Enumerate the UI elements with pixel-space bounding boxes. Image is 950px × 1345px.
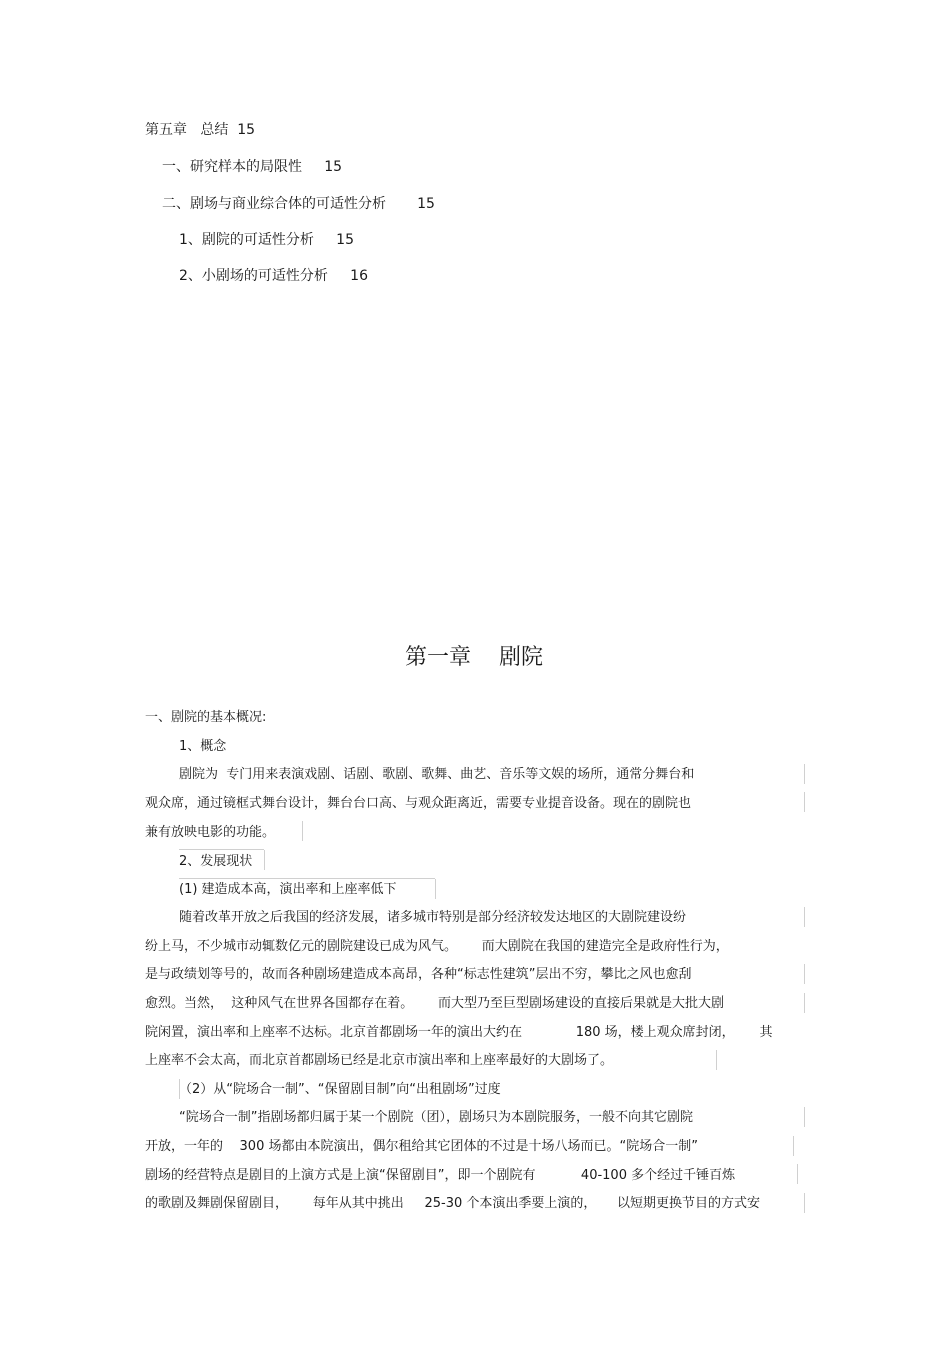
- chapter-title: 第一章 剧院: [405, 645, 543, 670]
- paragraph-line: 纷上马，不少城市动辄数亿元的剧院建设已成为风气。 而大剧院在我国的建造完全是政府性行为，: [145, 939, 729, 954]
- divider: [716, 1050, 717, 1070]
- divider: [302, 821, 303, 841]
- paragraph-line: 的歌剧及舞剧保留剧目， 每年从其中挑出 25-30 个本演出季要上演的， 以短期更换节目的方式安: [145, 1196, 761, 1211]
- paragraph-line: 上座率不会太高，而北京首都剧场已经是北京市演出率和上座率最好的大剧场了。: [145, 1053, 614, 1068]
- toc-chapter-5: 第五章 总结 15: [145, 122, 256, 138]
- divider: [797, 1164, 798, 1184]
- paragraph-line: 剧院为 专门用来表演戏剧、话剧、歌剧、歌舞、曲艺、音乐等文娱的场所，通常分舞台和: [179, 767, 695, 782]
- divider: [804, 964, 805, 984]
- divider: [179, 1079, 180, 1099]
- divider: [804, 1107, 805, 1127]
- subsection-status: 2、发展现状: [179, 854, 253, 869]
- paragraph-line: 开放，一年的 300 场都由本院演出，偶尔租给其它团体的不过是十场八场而已。“院场合一制”: [145, 1139, 698, 1154]
- item-heading: （2）从“院场合一制”、“保留剧目制”向“出租剧场”过度: [179, 1082, 501, 1097]
- divider: [804, 764, 805, 784]
- paragraph-line: 兼有放映电影的功能。: [145, 825, 276, 840]
- divider: [804, 792, 805, 812]
- divider: [804, 907, 805, 927]
- divider: [179, 878, 435, 879]
- paragraph-line: “院场合一制”指剧场都归属于某一个剧院（团），剧场只为本剧院服务，一般不向其它剧院: [179, 1110, 693, 1125]
- toc-subitem-2: 2、小剧场的可适性分析 16: [179, 268, 368, 284]
- subsection-concept: 1、概念: [179, 739, 227, 754]
- divider: [264, 850, 265, 870]
- divider: [179, 849, 264, 850]
- divider: [804, 1193, 805, 1213]
- section-heading: 一、剧院的基本概况:: [145, 710, 267, 725]
- paragraph-line: 随着改革开放之后我国的经济发展，诸多城市特别是部分经济较发达地区的大剧院建设纷: [179, 910, 687, 925]
- paragraph-line: 观众席，通过镜框式舞台设计，舞台台口高、与观众距离近，需要专业提音设备。现在的剧院也: [145, 796, 692, 811]
- toc-item-2: 二、剧场与商业综合体的可适性分析 15: [162, 196, 435, 212]
- divider: [804, 993, 805, 1013]
- paragraph-line: 院闲置，演出率和上座率不达标。北京首都剧场一年的演出大约在 180 场，楼上观众席封闭， 其: [145, 1025, 773, 1040]
- divider: [435, 879, 436, 899]
- toc-item-1: 一、研究样本的局限性 15: [162, 159, 343, 175]
- paragraph-line: 是与政绩划等号的，故而各种剧场建造成本高昂，各种“标志性建筑”层出不穷，攀比之风也愈刮: [145, 967, 692, 982]
- paragraph-line: 愈烈。当然， 这种风气在世界各国都存在着。 而大型乃至巨型剧场建设的直接后果就是大批大剧: [145, 996, 725, 1011]
- toc-subitem-1: 1、剧院的可适性分析 15: [179, 232, 354, 248]
- item-heading: (1) 建造成本高，演出率和上座率低下: [179, 882, 397, 897]
- paragraph-line: 剧场的经营特点是剧目的上演方式是上演“保留剧目”，即一个剧院有 40-100 多个经过千锤百炼: [145, 1168, 736, 1183]
- divider: [793, 1136, 794, 1156]
